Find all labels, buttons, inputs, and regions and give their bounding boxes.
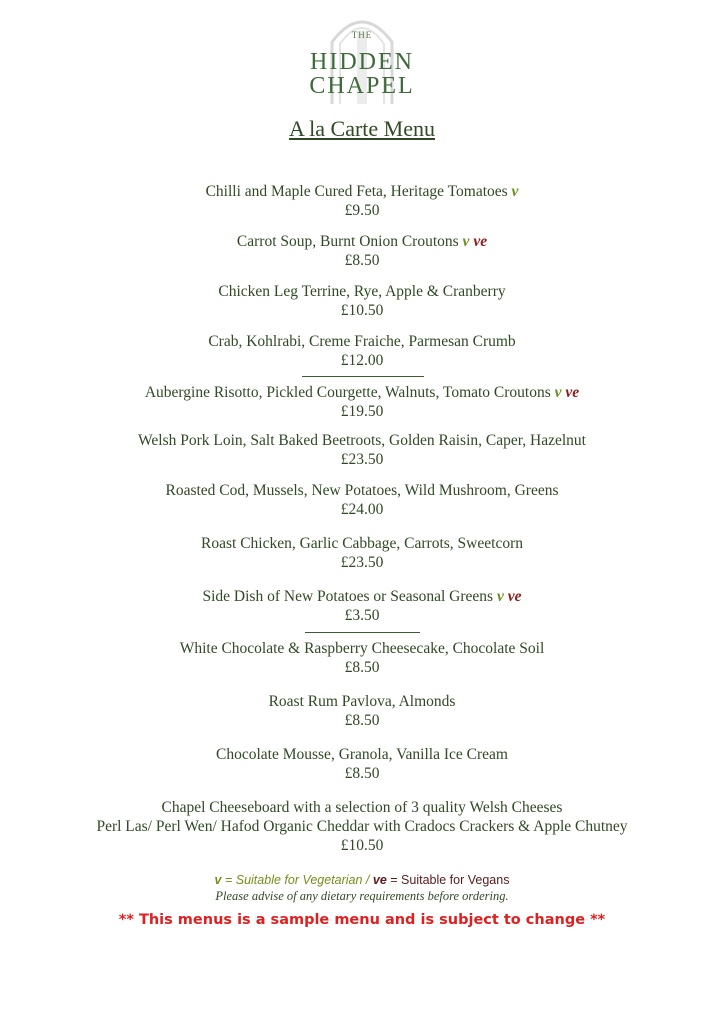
- item-name: Carrot Soup, Burnt Onion Croutons: [236, 233, 459, 250]
- item-price: £8.50: [344, 252, 380, 269]
- item-price: £10.50: [340, 302, 384, 319]
- legend-ve-text: = Suitable for Vegans: [386, 873, 510, 887]
- item-name: Chilli and Maple Cured Feta, Heritage Tomatoes: [205, 183, 508, 200]
- menu-item: [0, 534, 724, 572]
- vegan-mark: ve: [565, 384, 580, 401]
- dietary-advice: Please advise of any dietary requirements before ordering.: [215, 889, 509, 903]
- item-price: £3.50: [344, 607, 380, 624]
- menu-item: [0, 182, 724, 220]
- item-name: Welsh Pork Loin, Salt Baked Beetroots, Golden Raisin, Caper, Hazelnut: [138, 432, 586, 449]
- menu-item: [0, 692, 724, 730]
- item-name: Side Dish of New Potatoes or Seasonal Greens: [202, 588, 494, 605]
- item-price: £12.00: [340, 352, 384, 369]
- cheeseboard-line1: Chapel Cheeseboard with a selection of 3 quality Welsh Cheeses: [161, 799, 563, 816]
- menu-item: [0, 383, 724, 421]
- cheeseboard-item: [0, 798, 724, 855]
- vegetarian-mark: v: [462, 233, 470, 250]
- menu-item: [0, 232, 724, 270]
- hidden-chapel-logo: [300, 4, 424, 104]
- logo-hidden-text: HIDDEN: [310, 49, 414, 75]
- vegetarian-mark: v: [554, 384, 562, 401]
- item-name: Chicken Leg Terrine, Rye, Apple & Cranberry: [218, 283, 506, 300]
- vegetarian-mark: v: [496, 588, 504, 605]
- menu-item: [0, 745, 724, 783]
- section-divider: [305, 632, 420, 633]
- legend-ve-mark: ve: [372, 873, 387, 887]
- item-name: Roasted Cod, Mussels, New Potatoes, Wild Mushroom, Greens: [165, 482, 559, 499]
- item-price: £8.50: [344, 765, 380, 782]
- legend-v-text: = Suitable for Vegetarian /: [221, 873, 373, 887]
- menu-item: [0, 282, 724, 320]
- item-name: Roast Chicken, Garlic Cabbage, Carrots, Sweetcorn: [201, 535, 523, 552]
- sample-menu-notice: ** This menus is a sample menu and is subject to change **: [118, 912, 606, 928]
- logo-chapel-text: CHAPEL: [309, 73, 415, 99]
- cheeseboard-line2: Perl Las/ Perl Wen/ Hafod Organic Cheddar with Cradocs Crackers & Apple Chutney: [96, 818, 628, 835]
- page-title: A la Carte Menu: [288, 116, 436, 141]
- dietary-legend: [0, 873, 724, 887]
- item-name: Chocolate Mousse, Granola, Vanilla Ice Cream: [216, 746, 508, 763]
- menu-item: [0, 587, 724, 625]
- item-price: £9.50: [344, 202, 380, 219]
- menu-item: [0, 332, 724, 370]
- item-price: £8.50: [344, 659, 380, 676]
- item-name: Aubergine Risotto, Pickled Courgette, Walnuts, Tomato Croutons: [144, 384, 551, 401]
- item-price: £23.50: [340, 451, 384, 468]
- item-name: Crab, Kohlrabi, Creme Fraiche, Parmesan Crumb: [208, 333, 516, 350]
- item-name: White Chocolate & Raspberry Cheesecake, Chocolate Soil: [179, 640, 545, 657]
- item-price: £23.50: [340, 554, 384, 571]
- item-name: Roast Rum Pavlova, Almonds: [268, 693, 456, 710]
- vegan-mark: ve: [473, 233, 488, 250]
- menu-item: [0, 431, 724, 469]
- menu-item: [0, 639, 724, 677]
- item-price: £10.50: [340, 837, 384, 854]
- item-price: £24.00: [340, 501, 384, 518]
- vegan-mark: ve: [507, 588, 522, 605]
- vegetarian-mark: v: [511, 183, 519, 200]
- legend-v-mark: v: [214, 873, 222, 887]
- item-price: £19.50: [340, 403, 384, 420]
- item-price: £8.50: [344, 712, 380, 729]
- menu-item: [0, 481, 724, 519]
- logo-the-text: THE: [351, 30, 373, 40]
- section-divider: [302, 376, 424, 377]
